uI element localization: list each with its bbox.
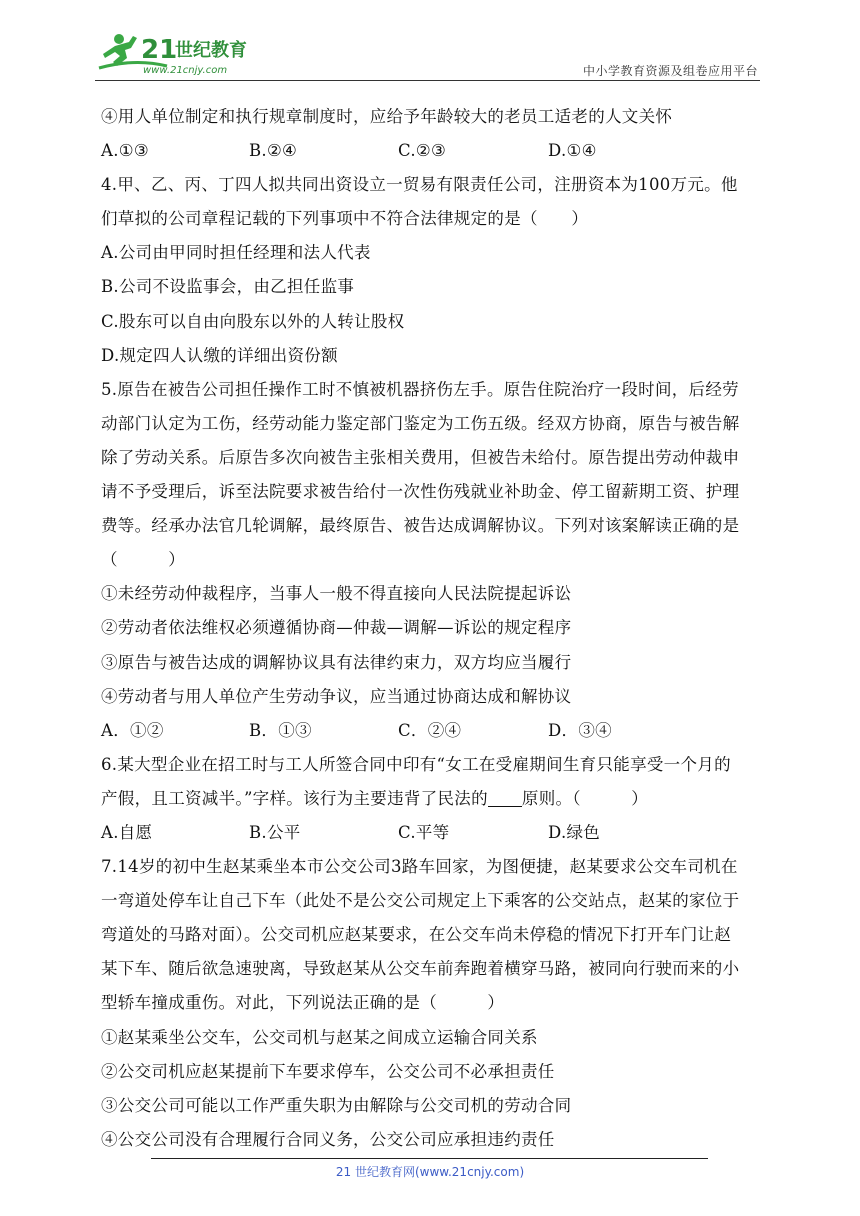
question-5-line: （ ） [101,550,185,570]
option-d: D.绿色 [548,822,601,842]
question-5-line: 请不予受理后，诉至法院要求被告给付一次性伤残就业补助金、停工留薪期工资、护理 [101,482,740,502]
q4-option-a: A.公司由甲同时担任经理和法人代表 [101,243,371,263]
svg-text:世纪教育: 世纪教育 [175,40,247,61]
answer-blank [488,788,522,807]
option-c: C.②③ [398,141,447,161]
question-7-line: 某下车、随后欲急速驶离，导致赵某从公交车前奔跑着横穿马路，被同向行驶而来的小 [101,959,740,979]
question-4-line: 4.甲、乙、丙、丁四人拟共同出资设立一贸易有限责任公司，注册资本为100万元。他 [101,175,738,195]
statement-3: ③公交公司可能以工作严重失职为由解除与公交司机的劳动合同 [101,1095,572,1115]
statement-1: ①赵某乘坐公交车，公交司机与赵某之间成立运输合同关系 [101,1027,538,1047]
question-7-line: 弯道处的马路对面）。公交司机应赵某要求，在公交车尚未停稳的情况下打开车门让赵 [101,925,732,945]
site-name: 中小学教育资源及组卷应用平台 [582,64,758,78]
site-logo [95,28,255,78]
statement-1: ①未经劳动仲裁程序，当事人一般不得直接向人民法院提起诉讼 [101,584,572,604]
question-5-line: 5.原告在被告公司担任操作工时不慎被机器挤伤左手。原告住院治疗一段时间，后经劳 [101,379,739,399]
statement-4: ④公交公司没有合理履行合同义务，公交公司应承担违约责任 [101,1129,555,1149]
statement-4: ④劳动者与用人单位产生劳动争议，应当通过协商达成和解协议 [101,686,572,706]
q6-options [101,816,759,850]
option-d: D．③④ [548,720,612,740]
option-c: C.平等 [398,822,450,842]
option-d: D.①④ [548,141,597,161]
question-4-line: 们草拟的公司章程记载的下列事项中不符合法律规定的是（ ） [101,209,589,229]
question-5-line: 除了劳动关系。后原告多次向被告主张相关费用，但被告未给付。原告提出劳动仲裁申 [101,447,740,467]
statement-2: ②公交司机应赵某提前下车要求停车，公交公司不必承担责任 [101,1061,555,1081]
q4-option-c: C.股东可以自由向股东以外的人转让股权 [101,311,405,331]
option-b: B．①③ [249,720,312,740]
svg-text:21: 21 [141,35,178,65]
option-a: A.①③ [101,141,149,161]
question-5-line: 动部门认定为工伤，经劳动能力鉴定部门鉴定为工伤五级。经双方协商，原告与被告解 [101,413,740,433]
question-7-line: 7.14岁的初中生赵某乘坐本市公交公司3路车回家，为图便捷，赵某要求公交车司机在 [101,857,738,877]
option-a: A.自愿 [101,822,153,842]
question-6-line: 6.某大型企业在招工时与工人所签合同中印有“女工在受雇期间生育只能享受一个月的 [101,754,731,774]
option-a: A．①② [101,720,164,740]
statement-2: ②劳动者依法维权必须遵循协商—仲裁—调解—诉讼的规定程序 [101,618,572,638]
running-man-logo-icon [95,28,255,78]
header-divider [95,80,760,81]
q4-option-b: B.公司不设监事会，由乙担任监事 [101,277,355,297]
q6-text-after: 原则。（ ） [521,788,649,808]
option-b: B.②④ [249,141,298,161]
question-7-line: 一弯道处停车让自己下车（此处不是公交公司规定上下乘客的公交站点，赵某的家位于 [101,891,740,911]
exam-content [101,100,759,1157]
option-c: C．②④ [398,720,462,740]
q6-text-before: 产假，且工资减半。”字样。该行为主要违背了民法的 [101,788,488,808]
statement-3: ③原告与被告达成的调解协议具有法律约束力，双方均应当履行 [101,652,572,672]
footer-link[interactable]: 21 世纪教育网(www.21cnjy.com) [335,1165,525,1179]
svg-text:www.21cnjy.com: www.21cnjy.com [143,65,228,76]
question-6-line [101,782,759,816]
question-5-line: 费等。经承办法官几轮调解，最终原告、被告达成调解协议。下列对该案解读正确的是 [101,516,740,536]
page-header [95,28,760,80]
option-b: B.公平 [249,822,301,842]
q5-options [101,714,759,748]
q3-options [101,134,759,168]
q4-option-d: D.规定四人认缴的详细出资份额 [101,345,338,365]
question-7-line: 型轿车撞成重伤。对此，下列说法正确的是（ ） [101,993,505,1013]
footer-divider [151,1158,708,1159]
text-line: ④用人单位制定和执行规章制度时，应给予年龄较大的老员工适老的人文关怀 [101,107,673,126]
